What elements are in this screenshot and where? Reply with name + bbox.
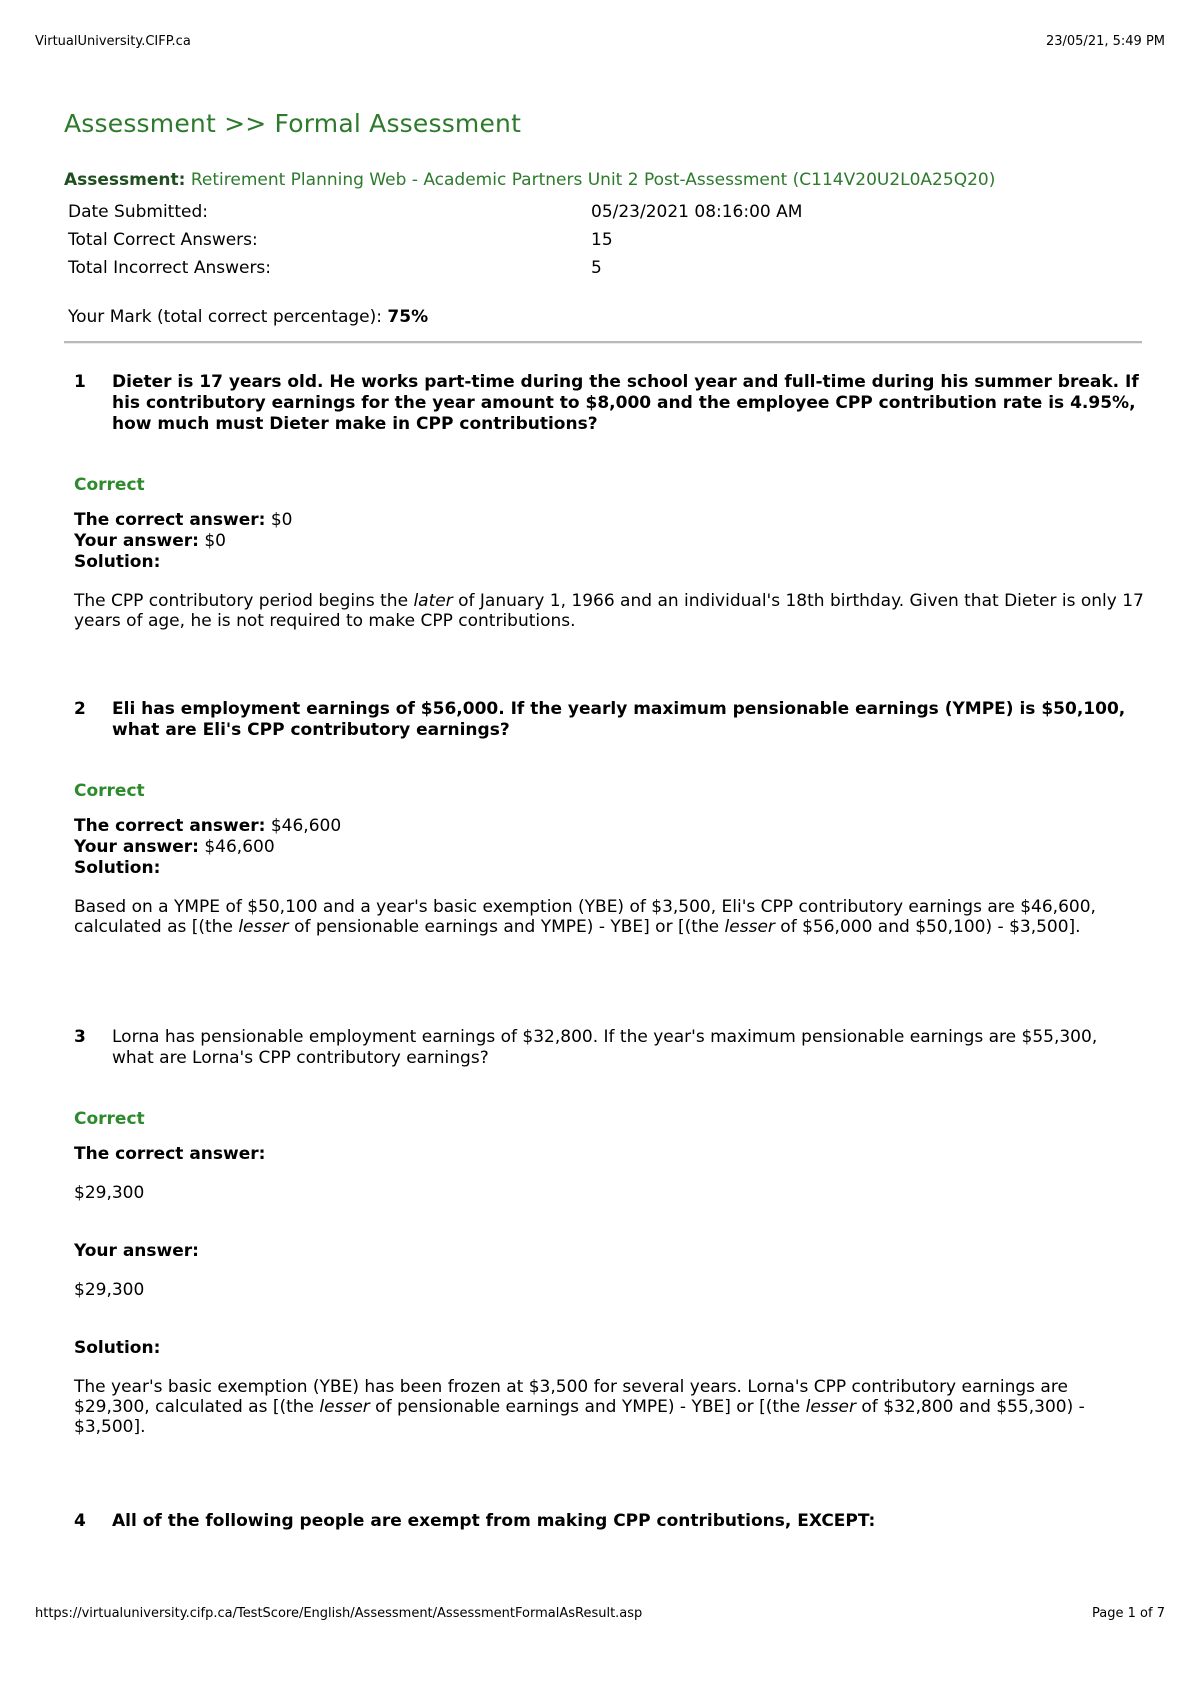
solution-label-line xyxy=(74,1338,1144,1359)
question-number: 4 xyxy=(74,1511,86,1531)
status-correct: Correct xyxy=(74,781,145,801)
your-answer-label: Your answer: xyxy=(74,1241,199,1261)
solution-fragment: Based on a YMPE of $50,100 and a year's basic exemption (YBE) of $3,500, Eli's CPP contributory earnings are $46,600, calculated as [(the xyxy=(74,897,1096,937)
summary-value: 05/23/2021 08:16:00 AM xyxy=(591,202,803,222)
your-answer-line xyxy=(74,1241,1144,1262)
solution-label-line xyxy=(74,858,1144,879)
summary-value: 15 xyxy=(591,230,613,250)
solution-label: Solution: xyxy=(74,552,161,572)
your-answer-value: $0 xyxy=(204,531,226,551)
solution-label: Solution: xyxy=(74,858,161,878)
correct-answer-line xyxy=(74,816,1144,837)
solution-fragment: The CPP contributory period begins the xyxy=(74,591,414,611)
question-header xyxy=(74,1511,1144,1532)
correct-answer-line xyxy=(74,1144,1144,1165)
mark-value: 75% xyxy=(387,307,429,327)
question-text: Eli has employment earnings of $56,000. If the yearly maximum pensionable earnings (YMPE) is $50,100, what are Eli's CPP contributory earnings? xyxy=(112,699,1126,740)
print-timestamp: 23/05/21, 5:49 PM xyxy=(1045,34,1165,49)
print-url: https://virtualuniversity.cifp.ca/TestScore/English/Assessment/AssessmentFormalAsResult.asp xyxy=(35,1606,643,1621)
solution-fragment: of $56,000 and $50,100) - $3,500]. xyxy=(774,917,1081,937)
correct-answer-value: $46,600 xyxy=(270,816,342,836)
correct-answer-label: The correct answer: xyxy=(74,1144,266,1164)
question-2 xyxy=(74,699,1144,937)
question-number: 1 xyxy=(74,372,86,392)
solution-emphasis: later xyxy=(413,591,453,611)
page-title: Assessment >> Formal Assessment xyxy=(64,109,522,138)
summary-label: Total Incorrect Answers: xyxy=(68,258,272,278)
status-correct: Correct xyxy=(74,475,145,495)
assessment-label: Assessment: xyxy=(64,170,186,190)
assessment-name-line xyxy=(64,170,995,190)
solution-fragment: of $32,800 and $55,300) - $3,500]. xyxy=(74,1397,1085,1437)
section-divider xyxy=(64,341,1142,344)
summary-row-incorrect xyxy=(68,254,1068,282)
question-3 xyxy=(74,1027,1144,1437)
correct-answer-value: $0 xyxy=(270,510,293,530)
solution-text xyxy=(74,1377,1144,1437)
solution-fragment: The year's basic exemption (YBE) has been frozen at $3,500 for several years. Lorna's CPP contributory earnings are $29,300, calculated as [(the xyxy=(74,1377,1068,1417)
page-number: Page 1 of 7 xyxy=(1092,1606,1165,1621)
question-1 xyxy=(74,372,1144,631)
your-answer-line xyxy=(74,531,1144,552)
solution-emphasis: lesser xyxy=(805,1397,856,1417)
solution-emphasis: lesser xyxy=(238,917,289,937)
your-mark xyxy=(68,307,428,327)
summary-label: Total Correct Answers: xyxy=(68,230,258,250)
solution-label: Solution: xyxy=(74,1338,161,1358)
your-answer-label: Your answer: xyxy=(74,531,199,551)
your-answer-label: Your answer: xyxy=(74,837,199,857)
your-answer-line xyxy=(74,837,1144,858)
correct-answer-line xyxy=(74,510,1144,531)
print-site: VirtualUniversity.CIFP.ca xyxy=(35,34,191,49)
solution-emphasis: lesser xyxy=(724,917,775,937)
mark-label: Your Mark (total correct percentage): xyxy=(68,307,382,327)
question-text: All of the following people are exempt from making CPP contributions, EXCEPT: xyxy=(112,1511,876,1531)
summary-label: Date Submitted: xyxy=(68,202,208,222)
question-text: Dieter is 17 years old. He works part-time during the school year and full-time during his summer break. If his contributory earnings for the year amount to $8,000 and the employee CPP contribution rate is 4.95%, how much must Dieter make in CPP contributions? xyxy=(112,372,1139,434)
solution-text xyxy=(74,897,1144,937)
print-footer xyxy=(35,1606,1165,1621)
summary-value: 5 xyxy=(591,258,602,278)
correct-answer-label: The correct answer: xyxy=(74,510,266,530)
results-summary xyxy=(68,198,1068,282)
solution-fragment: of January 1, 1966 and an individual's 18th birthday. Given that Dieter is only 17 years of age, he is not required to make CPP contributions. xyxy=(74,591,1144,631)
question-header xyxy=(74,699,1144,741)
summary-row-correct xyxy=(68,226,1068,254)
summary-row-date xyxy=(68,198,1068,226)
print-header xyxy=(35,34,1165,49)
solution-fragment: of pensionable earnings and YMPE) - YBE] or [(the xyxy=(369,1397,806,1417)
question-number: 3 xyxy=(74,1027,86,1047)
question-header xyxy=(74,1027,1144,1069)
correct-answer-value: $29,300 xyxy=(74,1183,145,1203)
status-correct: Correct xyxy=(74,1109,145,1129)
question-4 xyxy=(74,1511,1144,1532)
correct-answer-label: The correct answer: xyxy=(74,816,266,836)
question-header xyxy=(74,372,1144,435)
question-number: 2 xyxy=(74,699,86,719)
your-answer-value: $46,600 xyxy=(204,837,275,857)
solution-emphasis: lesser xyxy=(319,1397,370,1417)
question-text: Lorna has pensionable employment earnings of $32,800. If the year's maximum pensionable earnings are $55,300, what are Lorna's CPP contributory earnings? xyxy=(112,1027,1098,1068)
solution-fragment: of pensionable earnings and YMPE) - YBE] or [(the xyxy=(288,917,725,937)
solution-label-line xyxy=(74,552,1144,573)
your-answer-value: $29,300 xyxy=(74,1280,145,1300)
solution-text xyxy=(74,591,1144,631)
assessment-name: Retirement Planning Web - Academic Partners Unit 2 Post-Assessment (C114V20U2L0A25Q20) xyxy=(190,170,996,190)
